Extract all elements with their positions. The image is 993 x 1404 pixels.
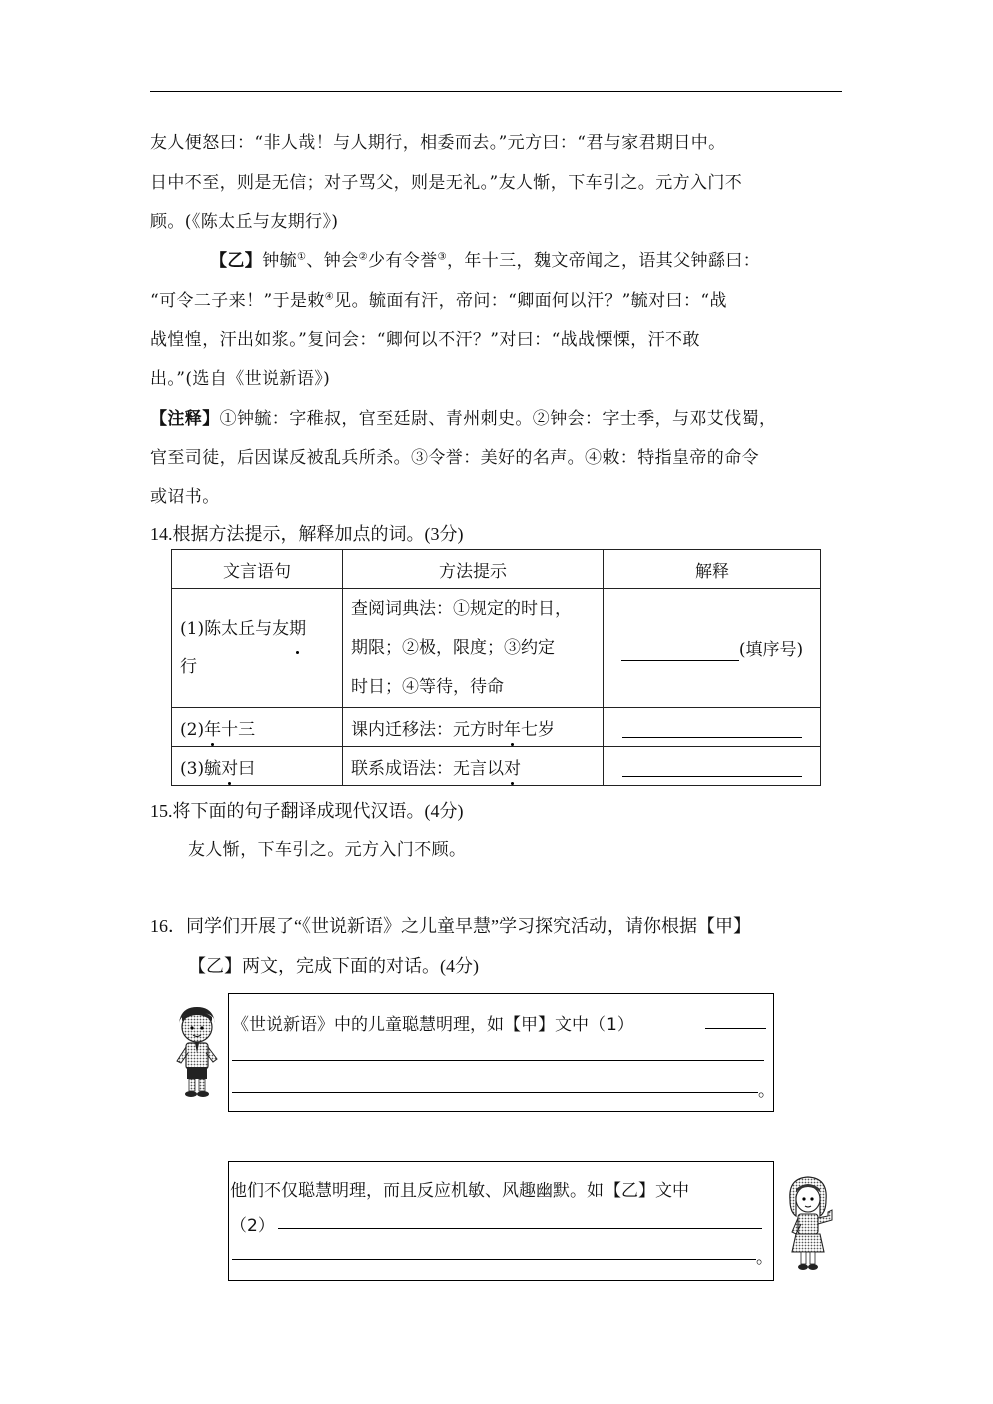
header-explanation: 解释 [604, 550, 821, 589]
row2-sentence: (2)年十三 [172, 708, 343, 747]
notes-line-2: 官至司徒，后因谋反被乱兵所杀。③令誉：美好的名声。④敕：特指皇帝的命令 [150, 448, 759, 468]
answer-blank[interactable] [622, 717, 802, 738]
q14-table [171, 549, 821, 786]
row1-sentence: (1)陈太丘与友期 行 [172, 589, 343, 708]
question-15-sentence: 友人惭，下车引之。元方入门不顾。 [188, 840, 467, 860]
notes-tag: 【注释】 [150, 409, 220, 429]
dialogue-box-2-prefix: （2） [230, 1216, 275, 1236]
answer-line[interactable] [232, 1259, 756, 1260]
header-method: 方法提示 [343, 550, 604, 589]
table-row [172, 747, 821, 786]
row1-answer[interactable]: (填序号) [604, 589, 821, 708]
question-14-title: 14.根据方法提示，解释加点的词。(3分) [150, 524, 464, 544]
answer-line[interactable] [278, 1228, 762, 1229]
answer-line[interactable] [232, 1060, 764, 1061]
dialogue-box-1-end: 。 [758, 1081, 775, 1101]
girl-figure-icon [780, 1172, 836, 1272]
dialogue-box-1-text: 《世说新语》中的儿童聪慧明理，如【甲】文中（1） [232, 1015, 634, 1035]
table-row [172, 589, 821, 708]
passage-yi-tag: 【乙】 [210, 251, 263, 271]
dotted-word: 年 [504, 715, 521, 740]
row2-answer[interactable] [604, 708, 821, 747]
passage-yi-line-2: “可令二子来！”于是敕④见。毓面有汗，帝问：“卿面何以汗？”毓对曰：“战 [150, 291, 727, 311]
answer-line[interactable] [705, 1028, 766, 1029]
question-16-title-line-1: 16．同学们开展了“《世说新语》之儿童早慧”学习探究活动，请你根据【甲】 [150, 916, 751, 936]
row3-answer[interactable] [604, 747, 821, 786]
question-15-title: 15.将下面的句子翻译成现代汉语。(4分) [150, 801, 464, 821]
passage-yi-line-1: 【乙】钟毓①、钟会②少有令誉③，年十三，魏文帝闻之，语其父钟繇曰： [210, 251, 761, 271]
table-row [172, 708, 821, 747]
header-sentence: 文言语句 [172, 550, 343, 589]
boy-figure-icon [169, 1003, 225, 1099]
passage-yi-line-4: 出。”(选自《世说新语》) [150, 369, 331, 389]
dialogue-box-2-end: 。 [756, 1248, 773, 1268]
passage-jia-line-2: 日中不至，则是无信；对子骂父，则是无礼。”友人惭，下车引之。元方入门不 [150, 173, 743, 193]
passage-jia-line-1: 友人便怒曰：“非人哉！与人期行，相委而去。”元方曰：“君与家君期日中。 [150, 133, 726, 153]
row3-sentence: (3)毓对曰 [172, 747, 343, 786]
row2-hint: 课内迁移法：元方时年七岁 [343, 708, 604, 747]
row3-hint: 联系成语法：无言以对 [343, 747, 604, 786]
notes-line-1: 【注释】①钟毓：字稚叔，官至廷尉、青州刺史。②钟会：字士季，与邓艾伐蜀， [150, 409, 777, 429]
passage-jia-line-3: 顾。(《陈太丘与友期行》) [150, 212, 339, 232]
header-rule [150, 91, 842, 92]
dotted-word: 期 [289, 610, 306, 648]
dotted-word: 年 [204, 715, 221, 740]
dotted-word: 对 [504, 754, 521, 779]
row1-hint: 查阅词典法：①规定的时日， 期限；②极，限度；③约定 时日；④等待，待命 [343, 589, 604, 708]
table-header-row [172, 550, 821, 589]
answer-blank[interactable] [621, 640, 739, 661]
question-16-title-line-2: 【乙】两文，完成下面的对话。(4分) [188, 956, 479, 976]
passage-yi-line-3: 战惶惶，汗出如浆。”复问会：“卿何以不汗？”对曰：“战战慄慄，汗不敢 [150, 330, 700, 350]
dotted-word: 对 [221, 754, 238, 779]
answer-line[interactable] [232, 1092, 758, 1093]
answer-blank[interactable] [622, 756, 802, 777]
dialogue-box-2-text: 他们不仅聪慧明理，而且反应机敏、风趣幽默。如【乙】文中 [230, 1181, 689, 1201]
notes-line-3: 或诏书。 [150, 487, 220, 507]
